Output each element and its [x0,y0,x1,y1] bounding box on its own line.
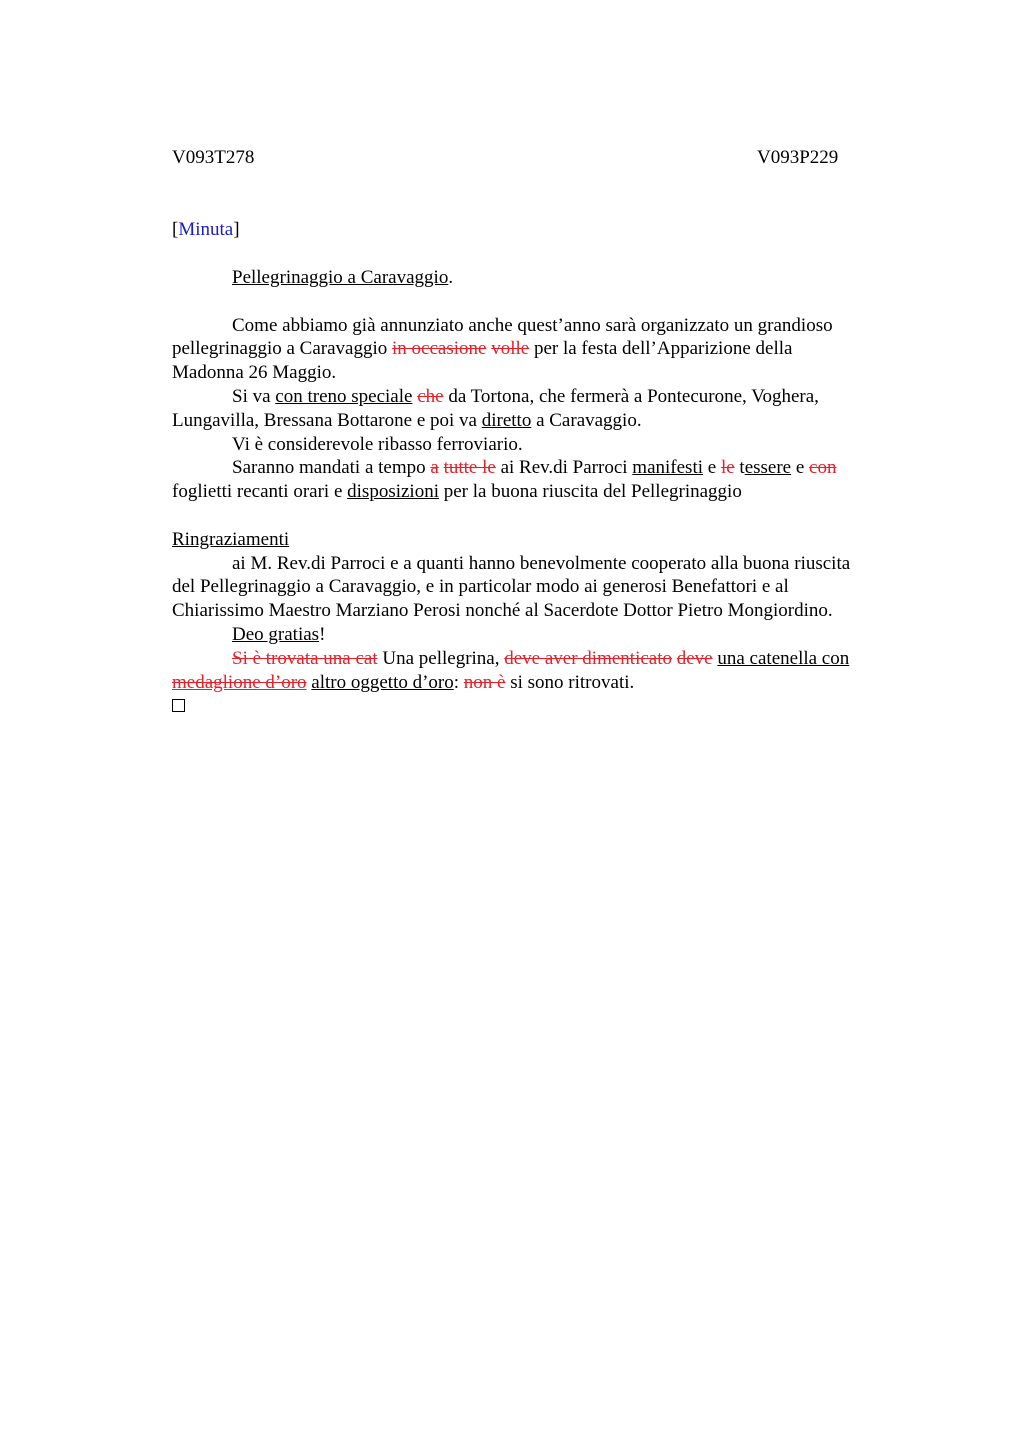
title-text: Pellegrinaggio a Caravaggio [232,267,449,288]
document-title [172,266,912,290]
document-code-right: V093P229 [757,147,839,168]
minuta-label [172,219,240,241]
deleted-text: in occasione [392,338,487,360]
label-open-bracket: [ [172,219,179,240]
text-run: t [734,457,745,479]
deo-gratias [172,623,912,647]
text-run: ai Rev.di Parroci [495,457,633,479]
deleted-text: le [720,457,735,479]
thanks-line-3: Chiarissimo Maestro Marziano Perosi nonché al Sacerdote Dottor Pietro Mongiordino. [172,600,833,622]
paragraph-4-line-1 [172,456,912,480]
paragraph-2-line-2 [172,409,912,433]
title-period: . [448,267,454,288]
underlined-text: una catenella con [717,647,850,669]
underlined-text: essere [744,457,792,479]
underlined-text: disposizioni [347,481,439,503]
text-run: per la festa dell’Apparizione della [529,338,793,360]
deleted-text: deve [676,647,713,669]
lost-item-line-2 [172,671,912,695]
text-run: da Tortona, che fermerà a Pontecurone, Voghera, [443,385,819,407]
text-run: pellegrinaggio a Caravaggio [172,338,393,360]
paragraph-3: Vi è considerevole ribasso ferroviario. [232,433,523,455]
underlined-text: manifesti [632,457,703,479]
underlined-text: con treno speciale [275,385,413,407]
paragraph-1-line-2 [172,337,912,361]
deleted-text: deve aver dimenticato [504,647,672,669]
text-run: a Caravaggio. [531,409,642,431]
underlined-text: diretto [481,409,532,431]
end-marker [172,694,912,718]
text-run: : [453,671,464,693]
thanks-line-2: del Pellegrinaggio a Caravaggio, e in particolar modo ai generosi Benefattori e al [172,576,789,598]
text-run: Una pellegrina, [377,647,505,669]
deleted-text: a [430,457,439,479]
document-code-left: V093T278 [172,147,255,168]
paragraph-4-line-2 [172,480,912,504]
text-run: Saranno mandati a tempo [232,457,431,479]
deleted-text: non è [463,671,506,693]
text-run: ! [319,623,326,645]
text-run: foglietti recanti orari e [172,481,348,503]
text-run: Lungavilla, Bressana Bottarone e poi va [172,409,482,431]
deleted-text: tutte le [443,457,496,479]
label-close-bracket: ] [233,219,240,240]
deleted-text: medaglione d’oro [172,671,307,693]
text-run: e [791,457,810,479]
paragraph-1-line-3: Madonna 26 Maggio. [172,362,337,384]
checkbox-icon [172,699,185,712]
text-run: Si va [232,385,276,407]
text-run: per la buona riuscita del Pellegrinaggio [438,481,742,503]
thanks-heading [172,528,912,552]
thanks-line-1: ai M. Rev.di Parroci e a quanti hanno benevolmente cooperato alla buona riuscita [232,552,851,574]
underlined-text: altro oggetto d’oro [311,671,454,693]
spacer [172,290,912,314]
paragraph-2-line-1 [172,385,912,409]
deleted-text: Si è trovata una cat [232,647,378,669]
text-run: e [703,457,721,479]
thanks-heading-text: Ringraziamenti [172,528,290,550]
text-run: si sono ritrovati. [505,671,635,693]
deleted-text: con [809,457,837,479]
deo-gratias-text: Deo gratias [232,623,320,645]
lost-item-line-1 [172,647,912,671]
document-body [172,266,912,718]
deleted-text: volle [491,338,530,360]
spacer [172,504,912,528]
label-word: Minuta [178,219,234,240]
paragraph-1-line-1: Come abbiamo già annunziato anche quest’anno sarà organizzato un grandioso [232,314,833,336]
deleted-text: che [417,385,444,407]
